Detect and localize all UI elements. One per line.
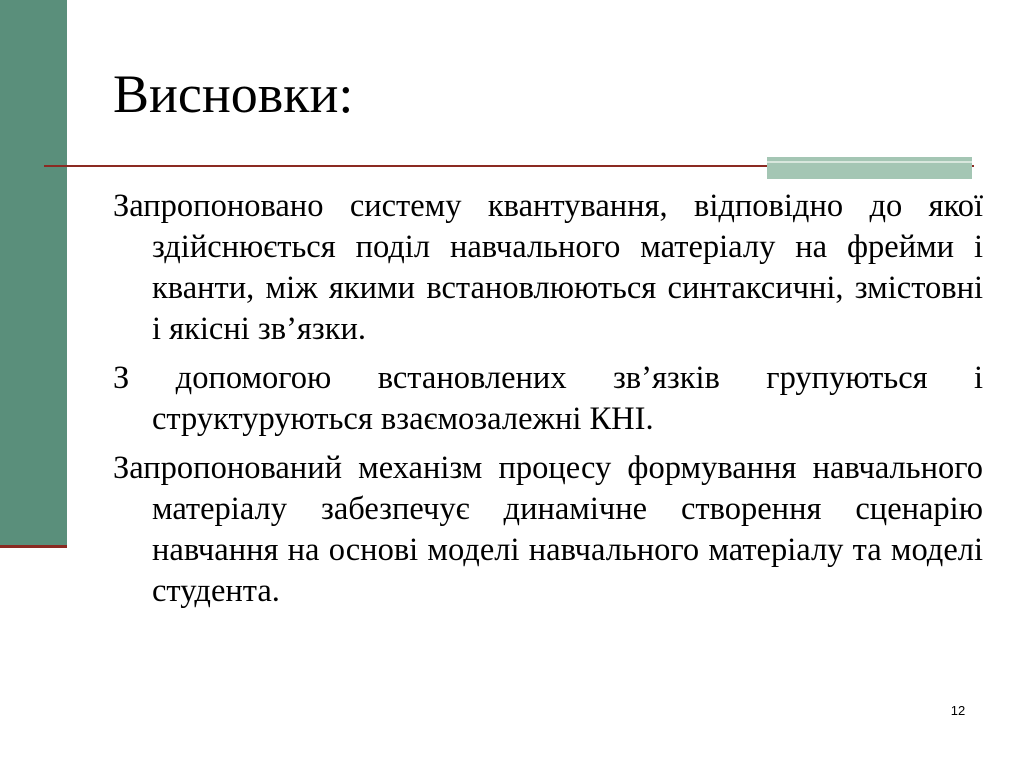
- left-accent-bar-rule: [0, 545, 67, 548]
- title-accent-block-highlight: [767, 161, 972, 163]
- left-accent-bar: [0, 0, 67, 545]
- slide-title: Висновки:: [113, 64, 354, 124]
- body-paragraph-1: Запропоновано систему квантування, відповідно до якої здійснюється поділ навчального матеріалу на фрейми і кванти, між якими встановлюються синтаксичні, змістовні і якісні зв’язки.: [113, 188, 983, 347]
- body-paragraph-3: Запропонований механізм процесу формування навчального матеріалу забезпечує динамічне створення сценарію навчання на основі моделі навчального матеріалу та моделі студента.: [113, 450, 983, 609]
- body-paragraph-2: З допомогою встановлених зв’язків групуються і структуруються взаємозалежні КНІ.: [113, 360, 983, 437]
- slide-body: [113, 186, 983, 620]
- page-number: 12: [950, 703, 966, 718]
